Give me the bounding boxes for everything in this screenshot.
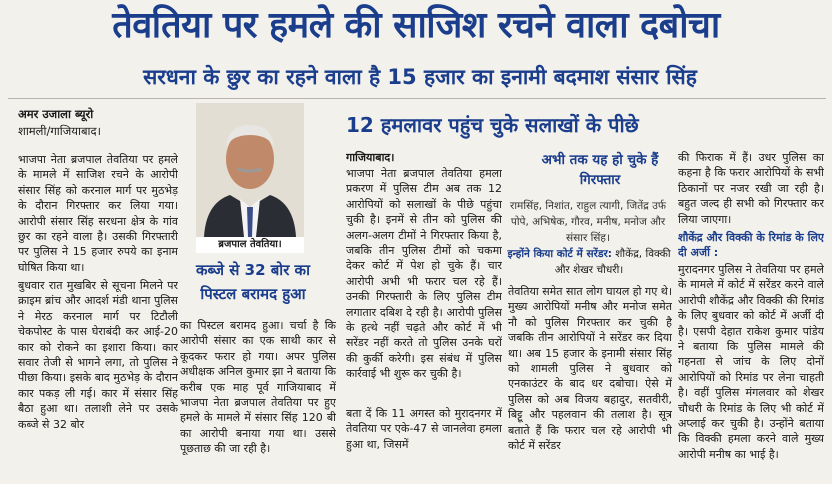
portrait-icon bbox=[196, 103, 304, 237]
column-1-para-1: भाजपा नेता ब्रजपाल तेवतिया पर हमले के मामले में साजिश रचने के आरोपी संसार सिंह को करनाल मार्ग पर मुठभेड़ के दौरान गिरफ्तार कर लिया गया। आरोपी संसार सिंह सरधना क्षेत्र के गांव छुर का रहने वाला है। उसकी गिरफ्तारी पर पुलिस ने 15 हजार रुपये का इनाम घोषित किया था। bbox=[18, 153, 178, 274]
sub-headline: सरधना के छुर का रहने वाला है 15 हजार का इनामी बदमाश संसार सिंह bbox=[143, 65, 697, 89]
divider bbox=[8, 98, 826, 99]
column-1-para-2: बुधवार रात मुखबिर से सूचना मिलने पर क्राइम ब्रांच और आदर्श मंडी थाना पुलिस ने मेरठ करनाल मार्ग पर टिटौली चेकपोस्ट के पास घेराबंदी कर आई-20 कार को रोकने का इशारा किया। कार सवार तेजी से भागने लगा, तो पुलिस ने पीछा किया। इसके बाद मुठभेड़ के दौरान कार पकड़ ली गई। कार में संसार सिंह बैठा हुआ था। तलाशी लेने पर उसके कब्जे से 32 बोर bbox=[18, 279, 178, 431]
surrender-names: शौकेंद्र, विक्की और शेखर चौधरी। bbox=[554, 248, 671, 276]
second-headline: 12 हमलावर पहुंच चुके सलाखों के पीछे bbox=[346, 113, 639, 137]
surrender-label: इन्होंने किया कोर्ट में सरेंडर: bbox=[507, 248, 612, 260]
box-headline: कब्जे से 32 बोर का पिस्टल बरामद हुआ bbox=[196, 261, 310, 303]
portrait-photo bbox=[196, 103, 304, 237]
column-5-subhead: शौकेंद्र और विक्की के रिमांड के लिए दी अर्जी : bbox=[678, 231, 824, 260]
column-3-para-2: बता दें कि 11 अगस्त को मुरादनगर में तेवतिया पर एके-47 से जानलेवा हमला हुआ था, जिसमें bbox=[346, 407, 502, 451]
arrested-kicker: अभी तक यह हो चुके हैं गिरफ्तार bbox=[541, 152, 659, 188]
main-headline: तेवतिया पर हमले की साजिश रचने वाला दबोचा bbox=[112, 5, 720, 46]
column-2-text: का पिस्टल बरामद हुआ। चर्चा है कि आरोपी संसार का एक साथी कार से कूदकर फरार हो गया। अपर पुलिस अधीक्षक अनिल कुमार झा ने बताया कि करीब एक माह पूर्व गाजियाबाद में भाजपा नेता ब्रजपाल तेवतिया पर हुए हमले के मामले में संसार सिंह 120 बी का आरोपी बनाया गया था। उससे पूछताछ की जा रही है। bbox=[180, 319, 336, 456]
byline-bureau: अमर उजाला ब्यूरो bbox=[18, 107, 94, 121]
byline-place: शामली/गाजियाबाद। bbox=[18, 124, 101, 138]
surrender-note bbox=[506, 246, 672, 280]
column-5-para-1: की फिराक में हैं। उधर पुलिस का कहना है कि फरार आरोपियों के सभी ठिकानों पर नजर रखी जा रही है। बहुत जल्द ही सभी को गिरफ्तार कर लिया जाएगा। bbox=[678, 151, 824, 226]
arrested-names: रामसिंह, निशांत, राहुल त्यागी, जितेंद्र उर्फ पोपे, अभिषेक, गौरव, मनीष, मनोज और संसार सिंह। bbox=[510, 200, 666, 244]
photo-caption: ब्रजपाल तेवतिया। bbox=[196, 237, 304, 253]
column-4-text: तेवतिया समेत सात लोग घायल हो गए थे। मुख्य आरोपियों मनीष और मनोज समेत नौ को पुलिस गिरफ्तार कर चुकी है जबकि तीन आरोपियों ने सरेंडर कर दिया था। अब 15 हजार के इनामी संसार सिंह को शामली पुलिस ने बुधवार को एनकाउंटर के बाद धर दबोचा। ऐसे में पुलिस को अब विजय बहादुर, सतवीरी, बिट्टू और पहलवान की तलाश है। सूत्र बताते हैं कि फरार चल रहे आरोपी भी कोर्ट में सरेंडर bbox=[508, 285, 672, 453]
column-3-dateline: गाजियाबाद। bbox=[346, 151, 395, 164]
column-5-para-2: मुरादनगर पुलिस ने तेवतिया पर हमले के मामले में कोर्ट में सरेंडर करने वाले आरोपी शौकेंद्र और विक्की की रिमांड के लिए बुधवार को कोर्ट में अर्जी दी है। एसपी देहात राकेश कुमार पांडेय ने बताया कि पुलिस मामले की गहनता से जांच के लिए दोनों आरोपियों को रिमांड पर लेना चाहती है। वहीं पुलिस मंगलवार को शेखर चौधरी के रिमांड के लिए भी कोर्ट में अप्लाई कर चुकी है। उन्होंने बताया कि विक्की हमला करने वाले मुख्य आरोपी मनीष का भाई है। bbox=[678, 263, 824, 461]
column-3-para-1: भाजपा नेता ब्रजपाल तेवतिया हमला प्रकरण में पुलिस टीम अब तक 12 आरोपियों को सलाखों के पीछे पहुंचा चुकी है। इनमें से तीन को पुलिस की अलग-अलग टीमों ने गिरफ्तार किया है, जबकि तीन पुलिस टीमों को चकमा देकर कोर्ट में पेश हो चुके हैं। चार आरोपी अभी भी फरार चल रहे हैं। उनकी गिरफ्तारी के लिए पुलिस टीम लगातार दबिश दे रही है। आरोपी पुलिस के हत्थे नहीं चढ़ते और कोर्ट में भी सरेंडर नहीं करते तो पुलिस उनके घरों की कुर्की करेगी। इस संबंध में पुलिस कार्रवाई भी शुरू कर चुकी है। bbox=[346, 167, 502, 381]
